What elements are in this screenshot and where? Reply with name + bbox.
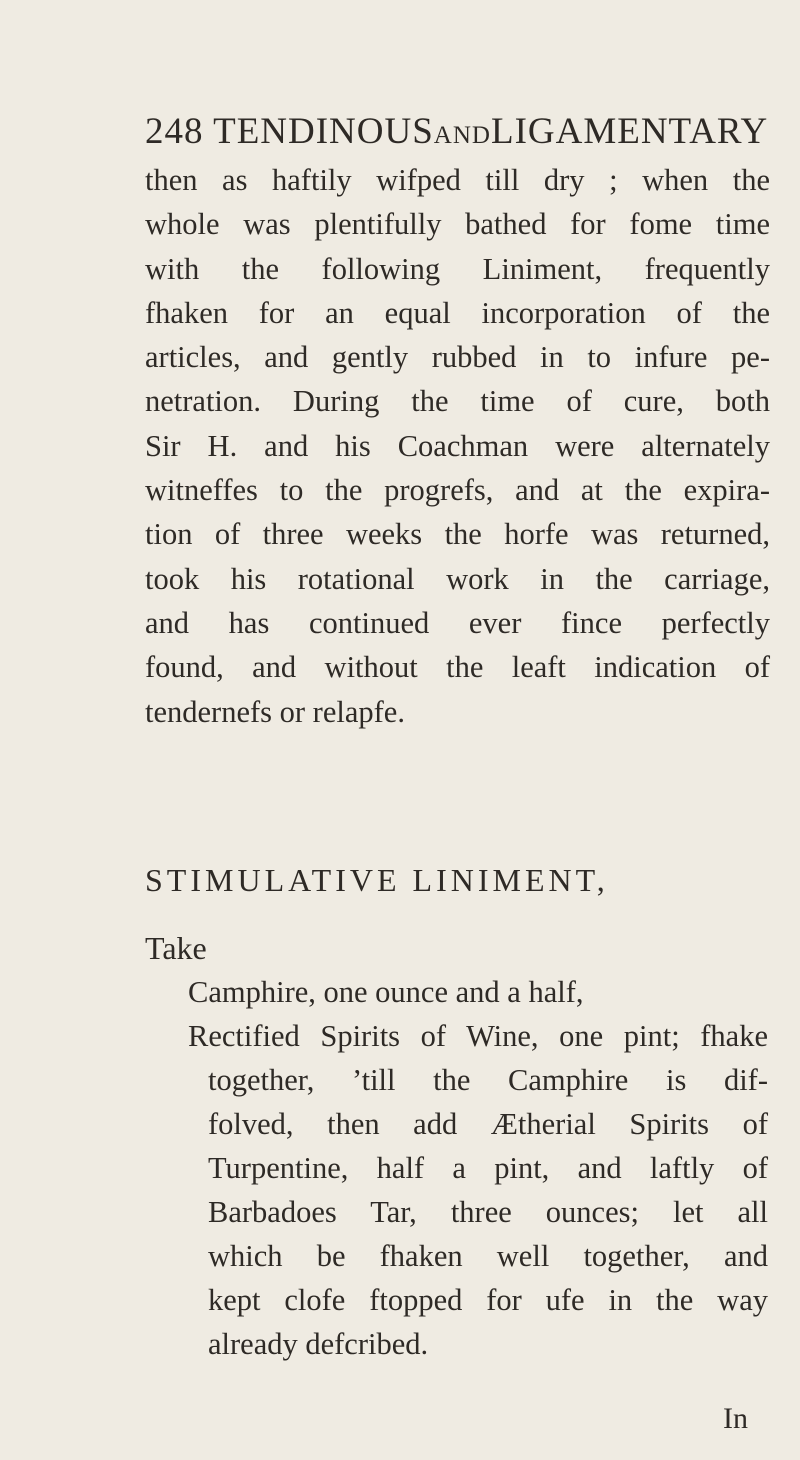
paragraph-line: then as haftily wifped till dry ; when the <box>145 163 770 197</box>
recipe-line: Turpentine, half a pint, and laftly of <box>208 1151 768 1185</box>
paragraph-line: and has continued ever fince perfectly <box>145 605 770 640</box>
paragraph-line: netration. During the time of cure, both <box>145 384 770 419</box>
paragraph-line: whole was plentifully bathed for fome time <box>145 207 770 242</box>
paragraph-line: articles, and gently rubbed in to infure pe- <box>145 340 770 375</box>
paragraph-line: tendernefs or relapfe. <box>145 694 405 729</box>
recipe-text <box>188 970 768 1366</box>
recipe-line: already defcribed. <box>208 1327 429 1361</box>
paragraph-line: Sir H. and his Coachman were alternately <box>145 428 770 463</box>
paragraph-line: fhaken for an equal incorporation of the <box>145 295 770 330</box>
recipe-line: Rectified Spirits of Wine, one pint; fhake <box>188 1019 768 1053</box>
page-number: 248 <box>145 111 204 152</box>
recipe-intro: Take <box>145 930 207 966</box>
recipe-line: Barbadoes Tar, three ounces; let all <box>208 1195 768 1229</box>
header-title-part1: TENDINOUS <box>213 111 434 152</box>
paragraph-line: with the following Liniment, frequently <box>145 251 770 286</box>
header-title-part2: LIGAMENTARY <box>490 111 769 152</box>
catchword: In <box>723 1402 748 1435</box>
paragraph-line: found, and without the leaft indication of <box>145 650 770 685</box>
header-title-and: AND <box>433 122 491 149</box>
recipe-line: which be fhaken well together, and <box>208 1239 768 1273</box>
paragraph <box>145 158 770 734</box>
recipe-line: Camphire, one ounce and a half, <box>188 975 584 1009</box>
recipe-line: together, ’till the Camphire is dif- <box>208 1063 768 1097</box>
paragraph-line: witneffes to the progrefs, and at the expira- <box>145 473 770 508</box>
recipe-line: folved, then add Ætherial Spirits of <box>208 1107 768 1141</box>
paragraph-line: tion of three weeks the horfe was returned, <box>145 517 770 552</box>
paragraph-line: took his rotational work in the carriage, <box>145 561 770 596</box>
section-heading: STIMULATIVE LINIMENT, <box>145 862 609 898</box>
recipe-line: kept clofe ftopped for ufe in the way <box>208 1283 768 1317</box>
running-header <box>145 110 769 153</box>
